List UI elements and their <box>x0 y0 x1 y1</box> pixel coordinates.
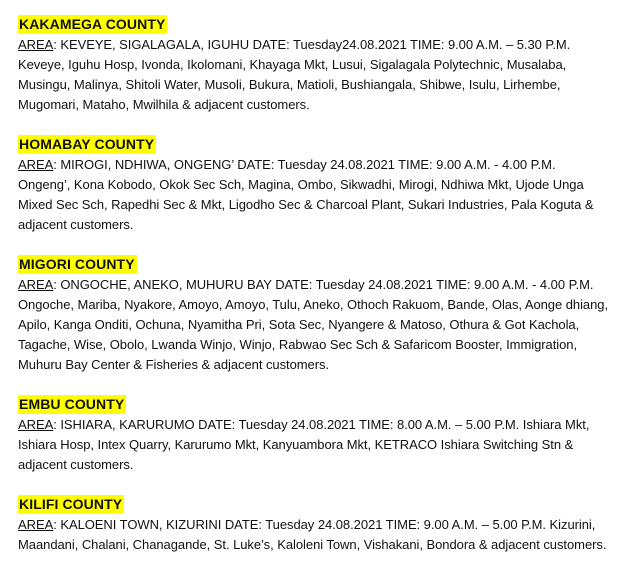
area-details: : MIROGI, NDHIWA, ONGENG’ DATE: Tuesday 24.08.2021 TIME: 9.00 A.M. - 4.00 P.M. Ongeng’, Kona Kobodo, Okok Sec Sch, Magina, Ombo, Sikwadhi, Mirogi, Ndhiwa Mkt, Ujode Unga Mixed Sec Sch, Rapedhi Sec & Mkt, Ligodho Sec & Charcoal Plant, Sukari Industries, Pala Koguta & adjacent customers. <box>18 157 594 232</box>
county-section-embu <box>18 395 610 475</box>
outage-details <box>18 35 610 115</box>
county-heading: EMBU COUNTY <box>19 396 125 412</box>
area-label: AREA <box>18 37 54 52</box>
area-details: : ONGOCHE, ANEKO, MUHURU BAY DATE: Tuesday 24.08.2021 TIME: 9.00 A.M. - 4.00 P.M. Ongoche, Mariba, Nyakore, Amoyo, Amoyo, Tulu, Aneko, Othoch Rakuom, Bande, Olas, Aonge dhiang, Apilo, Kanga Onditi, Ochuna, Nyamitha Pri, Sota Sec, Nyangere & Matoso, Othura & Got Kachola, Tagache, Wise, Obolo, Lwanda Winjo, Winjo, Rabwao Sec Sch & Safaricom Booster, Immigration, Muhuru Bay Center & Fisheries & adjacent customers. <box>18 277 609 372</box>
area-details: : ISHIARA, KARURUMO DATE: Tuesday 24.08.2021 TIME: 8.00 A.M. – 5.00 P.M. Ishiara Mkt, Ishiara Hosp, Intex Quarry, Karurumo Mkt, Kanyuambora Mkt, KETRACO Ishiara Switching Stn & adjacent customers. <box>18 417 590 472</box>
county-heading: HOMABAY COUNTY <box>19 136 155 152</box>
area-details: : KEVEYE, SIGALAGALA, IGUHU DATE: Tuesday24.08.2021 TIME: 9.00 A.M. – 5.30 P.M. Keveye, Iguhu Hosp, Ivonda, Ikolomani, Khayaga Mkt, Lusui, Sigalagala Polytechnic, Musalaba, Musingu, Malinya, Shitoli Water, Musoli, Bukura, Matioli, Bushiangala, Shibwe, Isulu, Lirhembe, Mugomari, Mataho, Mwilhila & adjacent customers. <box>18 37 571 112</box>
area-details: : KALOENI TOWN, KIZURINI DATE: Tuesday 24.08.2021 TIME: 9.00 A.M. – 5.00 P.M. Kizurini, Maandani, Chalani, Chanagande, St. Luke’s, Kaloleni Town, Vishakani, Bondora & adjacent customers. <box>18 517 607 552</box>
area-label: AREA <box>18 517 54 532</box>
county-section-migori <box>18 255 610 375</box>
area-label: AREA <box>18 417 54 432</box>
outage-details <box>18 275 610 375</box>
county-heading: KAKAMEGA COUNTY <box>19 16 166 32</box>
area-label: AREA <box>18 157 54 172</box>
outage-details <box>18 415 610 475</box>
county-section-kilifi <box>18 495 610 555</box>
county-section-homabay <box>18 135 610 235</box>
outage-details <box>18 155 610 235</box>
area-label: AREA <box>18 277 54 292</box>
county-section-kakamega <box>18 15 610 115</box>
outage-details <box>18 515 610 555</box>
county-heading: KILIFI COUNTY <box>19 496 123 512</box>
county-heading: MIGORI COUNTY <box>19 256 135 272</box>
